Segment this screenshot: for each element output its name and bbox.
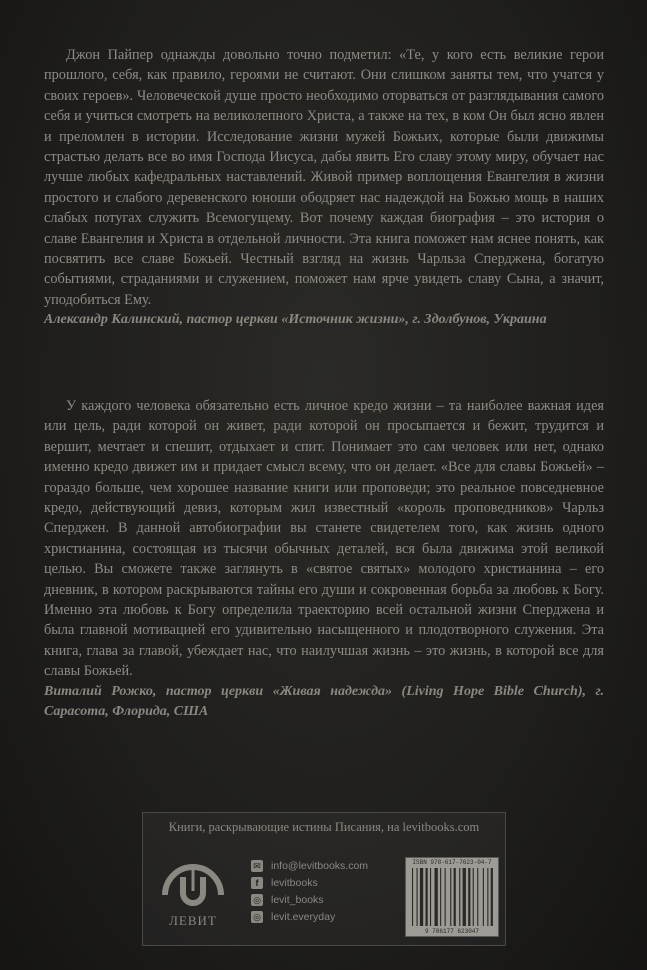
contact-text: levitbooks [271, 876, 318, 889]
contact-text: levit_books [271, 893, 324, 906]
isbn-barcode [405, 857, 499, 937]
publisher-tagline: Книги, раскрывающие истины Писания, на levitbooks.com [168, 820, 480, 834]
foreword-block-2 [44, 396, 604, 722]
contact-instagram-books[interactable] [251, 891, 401, 908]
barcode-bar [454, 868, 456, 926]
barcode-bar [473, 868, 474, 926]
foreword-paragraph: Джон Пайпер однажды довольно точно подметил: «Те, у кого есть великие герои прошлого, себя, как правило, героями не считают. Они слишком заняты тем, что учатся у своих героев». Человеческой душе просто необходимо оторваться от разглядывания самого себя и учиться смотреть на великолепного Христа, а также на тех, в ком Он был ясно явлен и преломлен в истории. Исследование жизни мужей Божьих, которые были движимы страстью делать все во имя Господа Иисуса, дабы явить Его славу этому миру, обучает нас лучше любых кафедральных наставлений. Живой пример воплощения Евангелия в жизни простого и слабого деревенского юноши ободряет нас надеждой на Божью мощь в наших слабых потугах служить Всемогущему. Вот почему каждая биография – это история о славе Евангелия и Христа в отдельной личности. Эта книга поможет нам яснее понять, как посвятить все славе Божьей. Честный взгляд на жизнь Чарльза Сперджена, богатую событиями, страданиями и служением, поможет нам ярче увидеть славу Сына, а значит, уподобиться Ему. [44, 47, 604, 308]
publisher-info-box [142, 812, 506, 946]
barcode-bar [445, 868, 446, 926]
foreword-author: Виталий Рожко, пастор церкви «Живая надежда» (Living Hope Bible Church), г. Сарасота, Флорида, США [44, 683, 604, 719]
contact-text: levit.everyday [271, 910, 336, 923]
barcode-bar [463, 868, 466, 926]
isbn-digits: 9 786177 623047 [424, 928, 479, 935]
barcode-bar [450, 868, 451, 926]
contact-list [251, 857, 401, 925]
mail-icon: ✉ [251, 860, 263, 872]
contact-email[interactable] [251, 857, 401, 874]
facebook-icon: f [251, 877, 263, 889]
barcode-bar [426, 868, 428, 926]
barcode-bar [491, 868, 493, 926]
foreword-author: Александр Калинский, пастор церкви «Источник жизни», г. Здолбунов, Украина [44, 312, 547, 328]
barcode-icon [406, 858, 498, 936]
logo-text: ЛЕВИТ [169, 913, 217, 928]
instagram-icon: ◎ [251, 911, 263, 923]
foreword-paragraph: У каждого человека обязательно есть личное кредо жизни – та наиболее важная идея или цель, ради которой он живет, ради которой он просыпается и бежит, трудится и вершит, мечтает и спешит, отдыхает и спит. Понимает это сам человек или нет, однако именно кредо движет им и придает смысл всему, что он делает. «Все для славы Божьей» – гораздо больше, чем хорошее название книги или проповеди; это реальное повседневное кредо, действующий девиз, которым жил известный «король проповедников» Чарльз Сперджен. В данной автобиографии вы станете свидетелем того, как жизнь одного христианина, состоящая из тысячи обычных деталей, вся была движима этой великой целью. Вы сможете также заглянуть в «святое святых» молодого христианина – его дневник, в котором раскрываются тайны его души и сокровенная борьба за любовь к Богу. Именно эта любовь к Богу определила траекторию всей остальной жизни Сперджена и была главной мотивацией его удивительно насыщенного и плодотворного служения. Эта книга, глава за главой, убеждает нас, что наилучшая жизнь – это жизнь, в которой все для славы Божьей. [44, 398, 604, 680]
levit-logo-icon [157, 855, 229, 911]
barcode-bar [477, 868, 478, 926]
contact-text: info@levitbooks.com [271, 859, 369, 872]
isbn-label: ISBN 978-617-7623-04-7 [412, 859, 492, 866]
barcode-bar [412, 868, 413, 926]
contact-instagram-everyday[interactable] [251, 908, 401, 925]
instagram-icon: ◎ [251, 894, 263, 906]
barcode-bar [417, 868, 418, 926]
contact-facebook[interactable] [251, 874, 401, 891]
barcode-bar [468, 868, 470, 926]
barcode-bar [487, 868, 488, 926]
publisher-logo [157, 855, 229, 935]
barcode-bar [459, 868, 460, 926]
barcode-bar [483, 868, 484, 926]
barcode-bar [430, 868, 431, 926]
barcode-bar [420, 868, 423, 926]
barcode-bar [440, 868, 441, 926]
foreword-block-1 [44, 45, 604, 330]
barcode-bar [435, 868, 438, 926]
